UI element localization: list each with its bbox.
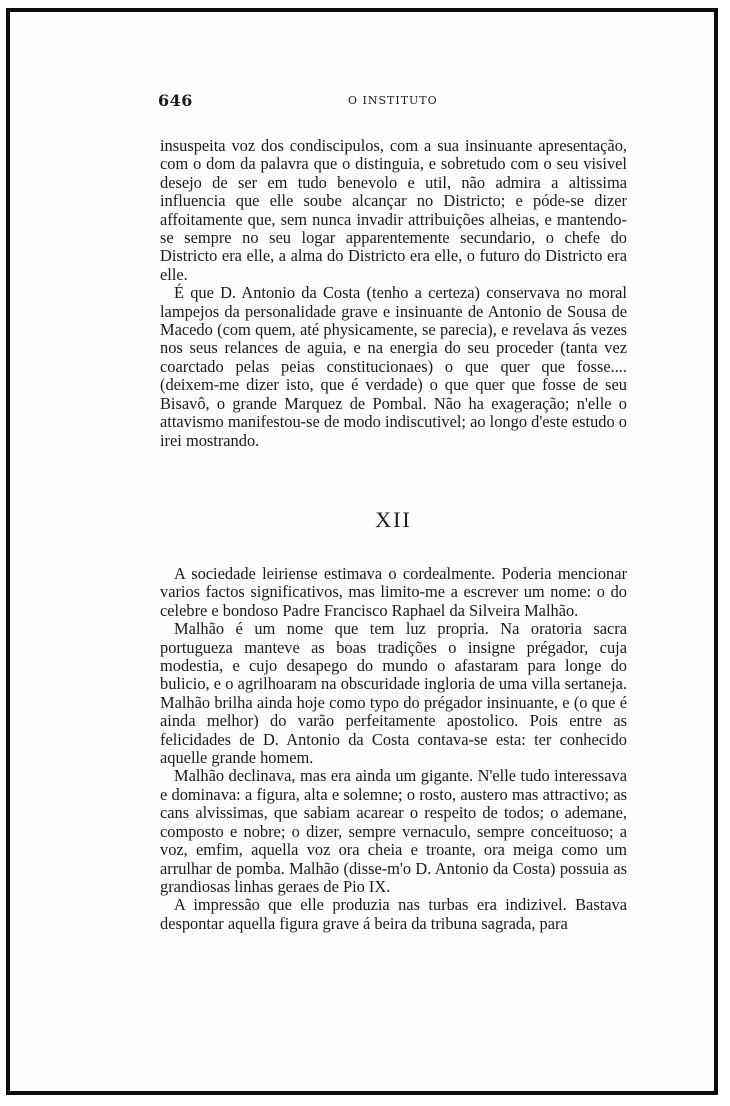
paragraph: A impressão que elle produzia nas turbas era indizivel. Bastava despontar aquella figura grave á beira da tribuna sagrada, para bbox=[160, 895, 627, 933]
paragraph: É que D. Antonio da Costa (tenho a certeza) conservava no moral lampejos da personalidade grave e insinuante de Antonio de Sousa de Macedo (com quem, até physicamente, se parecia), e revelava ás vezes nos seus relances de aguia, e na energia do seu proceder (tanta vez coarctado pelas peias constitucionaes) o que quer que fosse.... (deixem-me dizer isto, que é verdade) o que quer que fosse de seu Bisavô, o grande Marquez de Pombal. Não ha exageração; n'elle o attavismo manifestou-se de modo indiscutivel; ao longo d'este estudo o irei mostrando. bbox=[160, 283, 627, 450]
paragraph: Malhão declinava, mas era ainda um gigante. N'elle tudo interessava e dominava: a figura, alta e solemne; o rosto, austero mas attractivo; as cans alvissimas, que sabiam acarear o respeito de todos; o ademane, composto e nobre; o dizer, sempre vernaculo, sempre conceituoso; a voz, emfim, aquella voz ora cheia e troante, ora meiga como um arrulhar de pomba. Malhão (disse-m'o D. Antonio da Costa) possuia as grandiosas linhas geraes de Pio IX. bbox=[160, 766, 627, 896]
text-block-top bbox=[160, 137, 627, 450]
text-block-bottom bbox=[160, 565, 627, 933]
paragraph: A sociedade leiriense estimava o cordealmente. Poderia mencionar varios factos significativos, mas limito-me a escrever um nome: o do celebre e bondoso Padre Francisco Raphael da Silveira Malhão. bbox=[160, 564, 627, 620]
paragraph: insuspeita voz dos condiscipulos, com a sua insinuante apresentação, com o dom da palavra que o distinguia, e sobretudo com o seu visivel desejo de ser em tudo benevolo e util, não admira a altissima influencia que elle soube alcançar no Districto; e póde-se dizer affoitamente que, sem nunca invadir attribuições alheias, e mantendo-se sempre no seu logar apparentemente secundario, o chefe do Districto era elle, a alma do Districto era elle, o futuro do Districto era elle. bbox=[160, 136, 627, 284]
page-header bbox=[158, 91, 628, 111]
chapter-heading: XII bbox=[375, 507, 412, 532]
page-number: 646 bbox=[158, 91, 193, 110]
running-head: O INSTITUTO bbox=[348, 94, 438, 107]
paragraph: Malhão é um nome que tem luz propria. Na oratoria sacra portugueza manteve as boas tradições o insigne prégador, cuja modestia, e cujo desapego do mundo o afastaram para longe do bulicio, e o agrilhoaram na obscuridade ingloria de uma villa sertaneja. Malhão brilha ainda hoje como typo do prégador insinuante, e (o que é ainda melhor) do varão perfeitamente apostolico. Pois entre as felicidades de D. Antonio da Costa contava-se esta: ter conhecido aquelle grande homem. bbox=[160, 619, 627, 768]
